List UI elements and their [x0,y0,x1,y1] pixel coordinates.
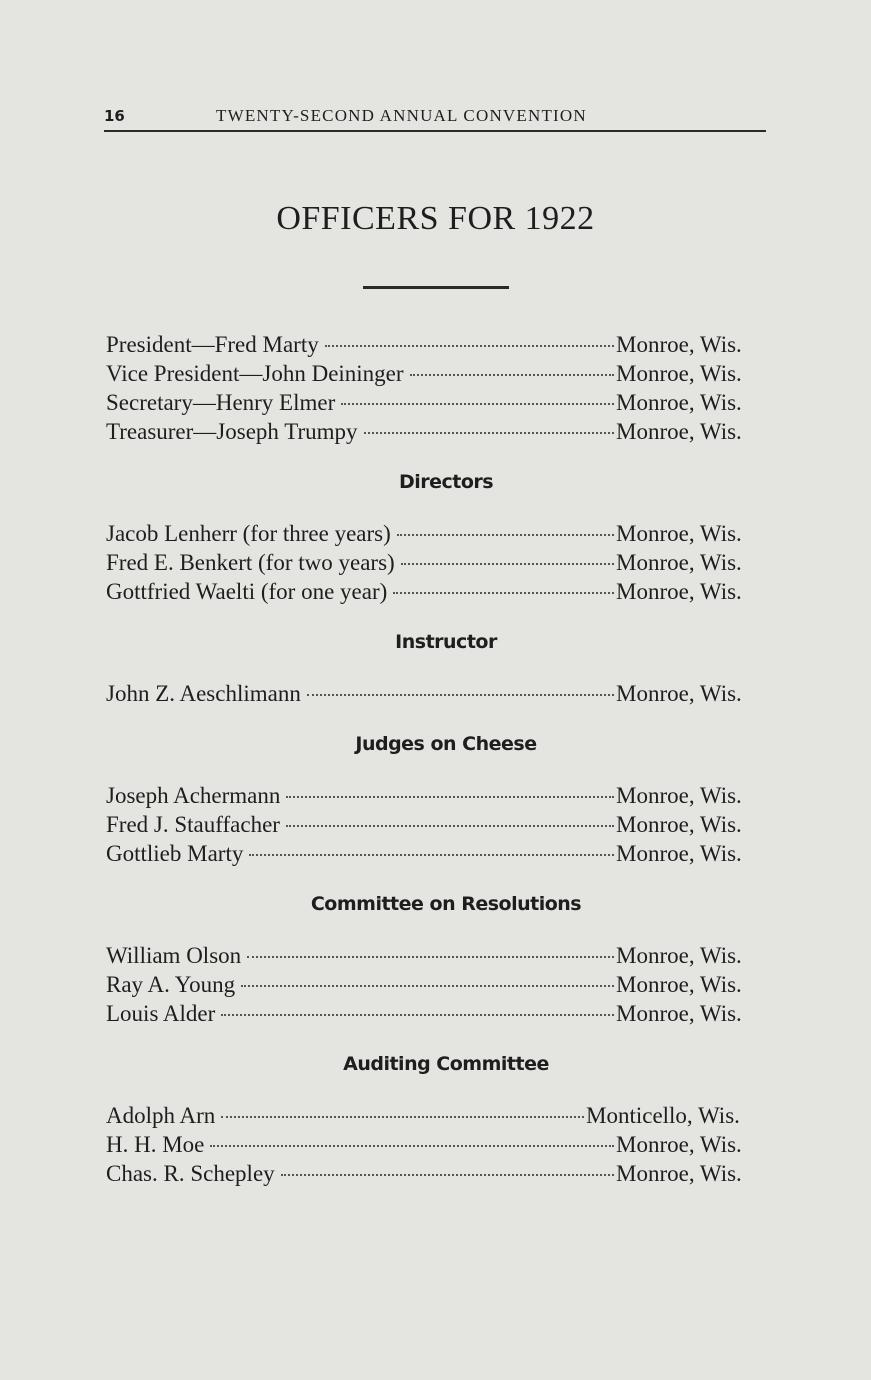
entry-name: Chas. R. Schepley [106,1161,275,1186]
dot-leader [221,1014,614,1016]
dot-leader [247,956,614,958]
entry-row [106,330,786,359]
dot-leader [397,534,614,536]
entry-name: Joseph Achermann [106,783,281,808]
entry-row [106,417,786,446]
officer-sections [106,330,786,1188]
section-heading: Judges on Cheese [355,733,537,755]
section [106,629,786,708]
section-heading: Committee on Resolutions [310,893,582,915]
entry-name: Gottlieb Marty [106,841,244,866]
section [106,891,786,1028]
entry-name: Fred E. Benkert (for two years) [106,550,395,575]
dot-leader [401,563,614,565]
entry-name: Treasurer—Joseph Trumpy [106,419,358,444]
entry-row [106,359,786,388]
entry-row [106,388,786,417]
entry-place: Monroe, Wis. [616,1161,742,1186]
section [106,1051,786,1188]
entry-name: Gottfried Waelti (for one year) [106,579,388,604]
entry-place: Monroe, Wis. [616,1001,742,1026]
entry-row [106,577,786,606]
entry-list [106,1101,786,1188]
running-header [104,106,766,132]
entry-list [106,941,786,1028]
entry-row [106,1159,786,1188]
section-heading: Directors [398,471,494,493]
dot-leader [410,374,614,376]
entry-row [106,519,786,548]
entry-list [106,679,786,708]
dot-leader [341,403,614,405]
page-number: 16 [104,107,125,125]
entry-place: Monroe, Wis. [616,390,742,415]
entry-name: John Z. Aeschlimann [106,681,301,706]
entry-name: Ray A. Young [106,972,236,997]
entry-name: Adolph Arn [106,1103,216,1128]
entry-row [106,1101,786,1130]
dot-leader [286,796,614,798]
dot-leader [249,854,614,856]
running-head-title: TWENTY-SECOND ANNUAL CONVENTION [216,106,587,125]
section-heading: Instructor [395,631,497,653]
page-title: OFFICERS FOR 1922 [276,200,595,237]
entry-row [106,781,786,810]
dot-leader [221,1116,584,1118]
entry-list [106,519,786,606]
entry-place: Monroe, Wis. [616,579,742,604]
title-rule [363,286,509,289]
entry-name: Secretary—Henry Elmer [106,390,336,415]
entry-row [106,548,786,577]
section [106,330,786,446]
dot-leader [364,432,614,434]
entry-place: Monroe, Wis. [616,332,742,357]
entry-name: Fred J. Stauffacher [106,812,280,837]
dot-leader [393,592,614,594]
dot-leader [286,825,614,827]
dot-leader [307,694,614,696]
entry-row [106,1130,786,1159]
section [106,731,786,868]
entry-row [106,941,786,970]
entry-place: Monticello, Wis. [586,1103,740,1128]
entry-place: Monroe, Wis. [616,783,742,808]
entry-list [106,781,786,868]
section-heading: Auditing Committee [343,1053,549,1075]
entry-place: Monroe, Wis. [616,1132,742,1157]
entry-place: Monroe, Wis. [616,550,742,575]
entry-row [106,999,786,1028]
dot-leader [241,985,614,987]
entry-row [106,839,786,868]
dot-leader [281,1174,614,1176]
entry-row [106,810,786,839]
section [106,469,786,606]
entry-place: Monroe, Wis. [616,361,742,386]
entry-place: Monroe, Wis. [616,943,742,968]
entry-row [106,970,786,999]
entry-place: Monroe, Wis. [616,521,742,546]
entry-place: Monroe, Wis. [616,972,742,997]
entry-name: President—Fred Marty [106,332,319,357]
dot-leader [325,345,614,347]
entry-place: Monroe, Wis. [616,841,742,866]
entry-place: Monroe, Wis. [616,812,742,837]
entry-name: Louis Alder [106,1001,216,1026]
entry-name: Vice President—John Deininger [106,361,404,386]
entry-name: Jacob Lenherr (for three years) [106,521,391,546]
entry-row [106,679,786,708]
entry-list [106,330,786,446]
dot-leader [210,1145,614,1147]
entry-name: H. H. Moe [106,1132,205,1157]
entry-name: William Olson [106,943,242,968]
entry-place: Monroe, Wis. [616,419,742,444]
entry-place: Monroe, Wis. [616,681,742,706]
